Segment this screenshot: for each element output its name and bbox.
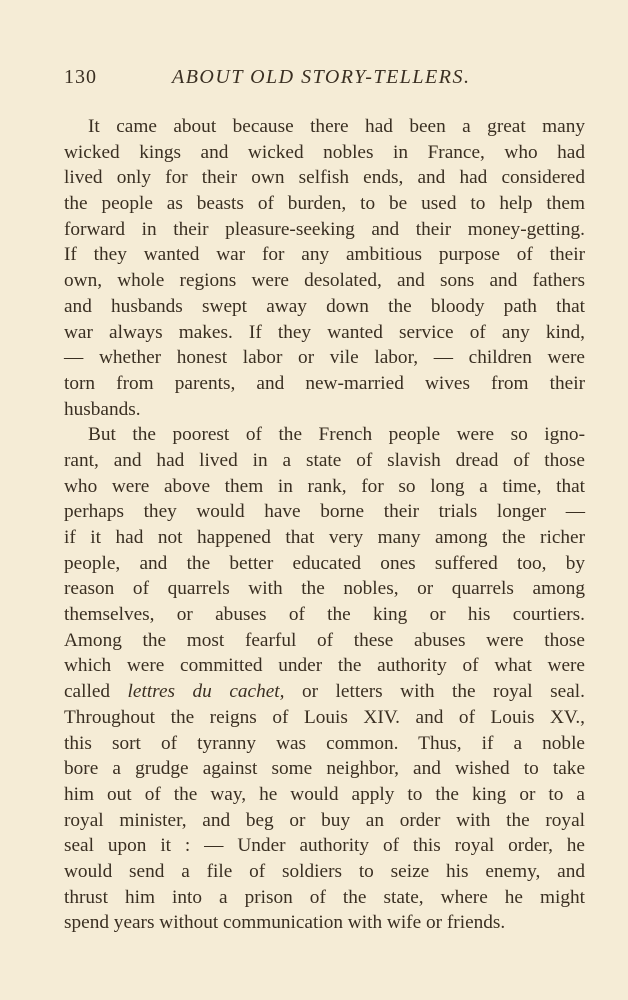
- text-line: spend years without communication with wife or friends.: [64, 912, 506, 934]
- text-line: reason of quarrels with the nobles, or quarrels among: [64, 578, 585, 600]
- text-line: — whether honest labor or vile labor, — children were: [64, 347, 585, 369]
- text-line: the people as beasts of burden, to be used to help them: [64, 193, 585, 215]
- text-fragment: or letters with the royal seal.: [284, 681, 585, 703]
- text-line: people, and the better educated ones suffered too, by: [64, 552, 585, 574]
- text-line: seal upon it : — Under authority of this royal order, he: [64, 835, 585, 857]
- page-number: 130: [64, 66, 97, 88]
- text-line: torn from parents, and new-married wives from their: [64, 372, 585, 394]
- text-line: if it had not happened that very many among the richer: [64, 527, 585, 548]
- text-line: who were above them in rank, for so long a time, that: [64, 475, 585, 497]
- text-line: war always makes. If they wanted service of any kind,: [64, 321, 585, 343]
- text-line: bore a grudge against some neighbor, and wished to take: [64, 758, 585, 780]
- text-line: forward in their pleasure-seeking and their money-getting.: [64, 218, 585, 240]
- text-line: wicked kings and wicked nobles in France, who had: [64, 141, 585, 163]
- text-line: thrust him into a prison of the state, where he might: [64, 886, 585, 908]
- text-line: husbands.: [64, 398, 141, 420]
- text-line: would send a file of soldiers to seize his enemy, and: [64, 860, 585, 882]
- text-line: rant, and had lived in a state of slavish dread of those: [64, 449, 585, 471]
- text-line: him out of the way, he would apply to the king or to a: [64, 783, 585, 805]
- paragraph-1: [64, 114, 585, 422]
- text-line: perhaps they would have borne their trials longer —: [64, 501, 585, 523]
- paragraph-2: [64, 422, 585, 936]
- running-title: ABOUT OLD STORY-TELLERS.: [172, 66, 471, 88]
- text-line-with-italic: [64, 679, 585, 705]
- text-line: and husbands swept away down the bloody path that: [64, 295, 585, 317]
- running-head: [64, 66, 584, 96]
- text-line: Throughout the reigns of Louis XIV. and of Louis XV.,: [64, 706, 585, 728]
- text-line: It came about because there had been a great many: [88, 116, 585, 137]
- text-fragment: called: [64, 681, 128, 703]
- text-line: own, whole regions were desolated, and sons and fathers: [64, 270, 585, 292]
- text-line: which were committed under the authority of what were: [64, 655, 585, 677]
- text-line: But the poorest of the French people were so igno-: [88, 424, 585, 446]
- text-line: royal minister, and beg or buy an order with the royal: [64, 809, 585, 831]
- text-line: themselves, or abuses of the king or his courtiers.: [64, 604, 585, 626]
- italic-phrase: lettres du cachet,: [127, 681, 285, 703]
- body-text: [64, 114, 585, 936]
- text-line: Among the most fearful of these abuses were those: [64, 629, 585, 651]
- text-line: this sort of tyranny was common. Thus, if a noble: [64, 732, 585, 754]
- text-line: lived only for their own selfish ends, and had considered: [64, 167, 585, 189]
- text-line: If they wanted war for any ambitious purpose of their: [64, 244, 585, 266]
